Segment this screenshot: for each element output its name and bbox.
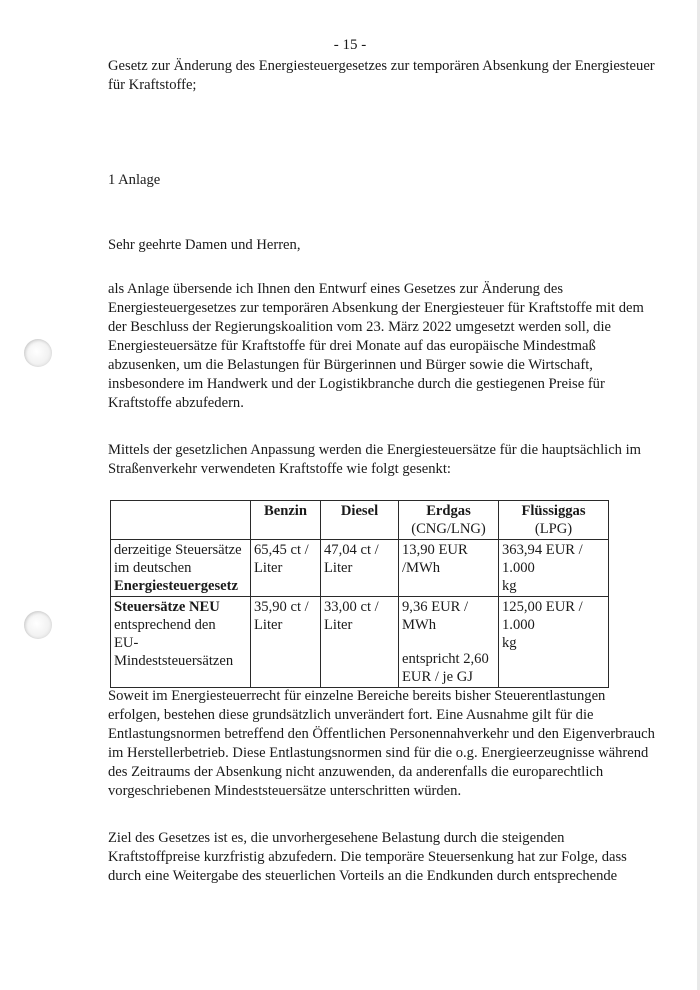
paragraph-line: Ziel des Gesetzes ist es, die unvorhergesehene Belastung durch die steigenden	[108, 830, 565, 846]
cell-line: kg	[502, 578, 517, 594]
cell-diesel-new	[321, 597, 399, 688]
cell-line: 33,00 ct /	[324, 599, 379, 615]
relief-paragraph	[108, 687, 655, 801]
label-line: Mindeststeuersätzen	[114, 653, 234, 669]
cell-line: /MWh	[402, 560, 441, 576]
cell-line: kg	[502, 635, 517, 651]
cell-diesel-current	[321, 540, 399, 597]
punch-hole-bottom	[24, 611, 52, 639]
paragraph-line: Mittels der gesetzlichen Anpassung werden die Energiesteuersätze für die hauptsächlich im	[108, 442, 642, 458]
label-line-bold: Steuersätze NEU	[114, 599, 220, 615]
cell-lpg-current	[499, 540, 609, 597]
cell-line: Liter	[254, 617, 283, 633]
cell-line: 35,90 ct /	[254, 599, 309, 615]
paragraph-line: vorgeschriebenen Mindeststeuersätze unterschritten würden.	[108, 783, 462, 799]
cell-benzin-new	[251, 597, 321, 688]
intro-paragraph	[108, 280, 643, 413]
cell-line: Liter	[324, 560, 353, 576]
paragraph-line: Kraftstoffe abzufedern.	[108, 395, 244, 411]
tax-rate-table	[110, 500, 609, 688]
salutation: Sehr geehrte Damen und Herren,	[108, 237, 301, 253]
cell-line: Liter	[254, 560, 283, 576]
cell-line: 125,00 EUR / 1.000	[502, 599, 583, 633]
paragraph-line: der Beschluss der Regierungskoalition vom 23. März 2022 umgesetzt werden soll, die	[108, 319, 611, 335]
label-line: im deutschen	[114, 560, 192, 576]
paragraph-line: Soweit im Energiesteuerrecht für einzelne Bereiche bereits bisher Steuerentlastungen	[108, 688, 606, 704]
cell-line: 47,04 ct /	[324, 542, 379, 558]
attachment-note: 1 Anlage	[108, 172, 161, 188]
subject-line: Gesetz zur Änderung des Energiesteuergesetzes zur temporären Absenkung der Energiesteuer	[108, 58, 655, 74]
paragraph-line: insbesondere im Handwerk und der Logistikbranche durch die gestiegenen Preise für	[108, 376, 605, 392]
paragraph-line: erfolgen, bestehen diese grundsätzlich unverändert fort. Eine Ausnahme gilt für die	[108, 707, 594, 723]
paragraph-line: im Herstellerbetrieb. Diese Entlastungsnormen sind für die o.g. Energieerzeugnisse während	[108, 745, 649, 761]
table-row-current	[111, 540, 609, 597]
header-diesel: Diesel	[321, 501, 399, 540]
header-empty-cell	[111, 501, 251, 540]
table-header-row	[111, 501, 609, 540]
cell-line: Liter	[324, 617, 353, 633]
paragraph-line: als Anlage übersende ich Ihnen den Entwurf eines Gesetzes zur Änderung des	[108, 281, 564, 297]
subject-paragraph	[108, 57, 655, 95]
label-line: EU-	[114, 635, 139, 651]
row-label-current	[111, 540, 251, 597]
cell-line: 65,45 ct /	[254, 542, 309, 558]
table-intro-paragraph	[108, 441, 643, 479]
paragraph-line: Energiesteuergesetzes zur temporären Absenkung der Energiesteuer für Kraftstoffe mit dem	[108, 300, 644, 316]
row-label-new	[111, 597, 251, 688]
cell-line: 13,90 EUR	[402, 542, 468, 558]
paragraph-line: Energiesteuersätze für Kraftstoffe für drei Monate auf das europäische Mindestmaß	[108, 338, 596, 354]
paragraph-line: durch eine Weitergabe des steuerlichen Vorteils an die Endkunden durch entsprechende	[108, 868, 618, 884]
header-fluessiggas	[499, 501, 609, 540]
page-number: - 15 -	[333, 37, 367, 53]
goal-paragraph	[108, 829, 643, 886]
cell-erdgas-current	[399, 540, 499, 597]
header-fluessiggas-sub: (LPG)	[534, 521, 573, 537]
header-erdgas-label: Erdgas	[426, 503, 471, 519]
subject-line: für Kraftstoffe;	[108, 77, 197, 93]
table-row-new	[111, 597, 609, 688]
paragraph-line: des Zeitraums der Absenkung nicht anzuwenden, da anderenfalls die europarechtlich	[108, 764, 604, 780]
paragraph-line: Kraftstoffpreise kurzfristig abzufedern. Die temporäre Steuersenkung hat zur Folge, dass	[108, 849, 627, 865]
cell-line: 9,36 EUR /	[402, 599, 469, 615]
cell-erdgas-new	[399, 597, 499, 688]
header-benzin: Benzin	[251, 501, 321, 540]
header-erdgas-sub: (CNG/LNG)	[411, 521, 486, 537]
header-fluessiggas-label: Flüssiggas	[521, 503, 586, 519]
cell-note: EUR / je GJ	[402, 669, 473, 685]
paragraph-line: Entlastungsnormen betreffend den Öffentlichen Personennahverkehr und den Eigenverbrauch	[108, 726, 655, 742]
paragraph-line: Straßenverkehr verwendeten Kraftstoffe wie folgt gesenkt:	[108, 461, 451, 477]
punch-hole-top	[24, 339, 52, 367]
cell-line: MWh	[402, 617, 437, 633]
paragraph-line: abzusenken, um die Belastungen für Bürgerinnen und Bürger sowie die Wirtschaft,	[108, 357, 593, 373]
label-line-bold: Energiesteuergesetz	[114, 578, 238, 594]
cell-benzin-current	[251, 540, 321, 597]
label-line: derzeitige Steuersätze	[114, 542, 242, 558]
label-line: entsprechend den	[114, 617, 216, 633]
header-erdgas	[399, 501, 499, 540]
cell-lpg-new	[499, 597, 609, 688]
cell-note: entspricht 2,60	[402, 651, 489, 667]
cell-line: 363,94 EUR / 1.000	[502, 542, 583, 576]
